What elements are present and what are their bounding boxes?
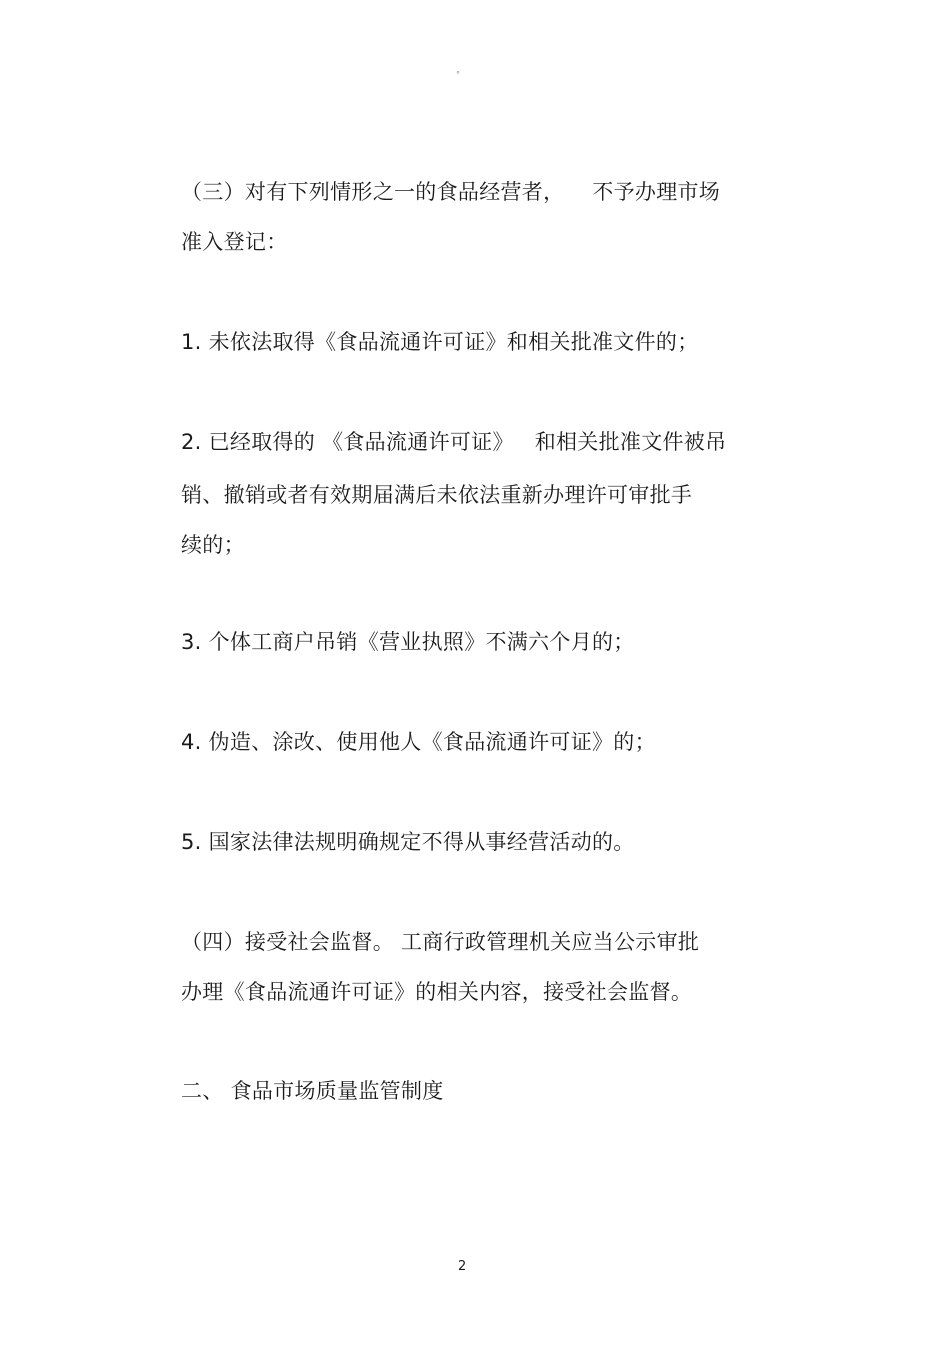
list-item-3: 3. 个体工商户吊销《营业执照》不满六个月的； (181, 630, 635, 654)
list-item-2-line-1: 2. 已经取得的 《食品流通许可证》 和相关批准文件被吊 (181, 430, 727, 454)
paragraph-4-line-2: 办理《食品流通许可证》的相关内容，接受社会监督。 (181, 980, 693, 1004)
paragraph-3-intro-line-2: 准入登记： (181, 230, 288, 254)
header-mark: ° (456, 70, 460, 79)
list-item-4: 4. 伪造、涂改、使用他人《食品流通许可证》的； (181, 730, 656, 754)
list-item-5: 5. 国家法律法规明确规定不得从事经营活动的。 (181, 830, 635, 854)
list-item-1: 1. 未依法取得《食品流通许可证》和相关批准文件的； (181, 330, 699, 354)
list-item-2-line-3: 续的； (181, 533, 245, 557)
paragraph-3-intro-line-1: （三）对有下列情形之一的食品经营者， 不予办理市场 (181, 180, 721, 204)
paragraph-4-line-1: （四）接受社会监督。 工商行政管理机关应当公示审批 (181, 930, 700, 954)
section-heading: 二、 食品市场质量监管制度 (181, 1079, 444, 1103)
page-number: 2 (458, 1259, 467, 1274)
list-item-2-line-2: 销、撤销或者有效期届满后未依法重新办理许可审批手 (181, 483, 693, 507)
